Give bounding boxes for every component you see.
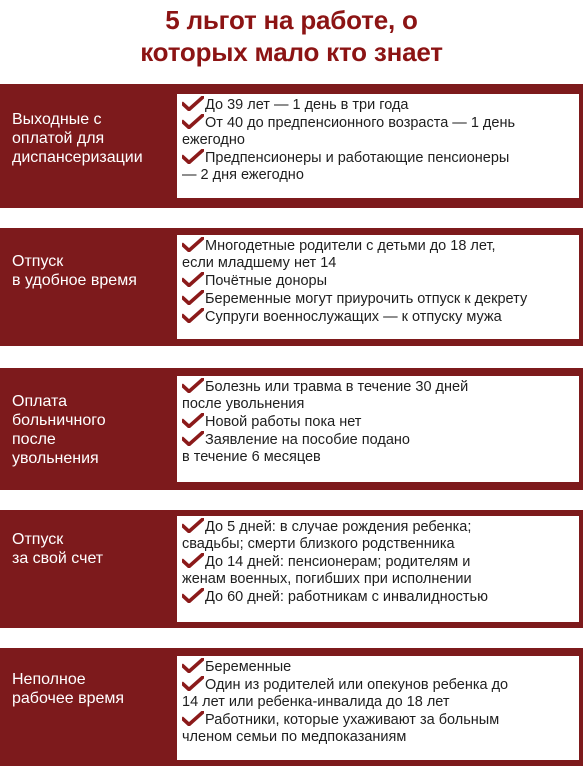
benefit-item — [182, 290, 573, 308]
benefit-text: Беременные могут приурочить отпуск к декрету — [205, 291, 528, 307]
section-label-line: Отпуск — [12, 531, 64, 548]
checkmark-icon — [182, 378, 204, 393]
benefit-text: после увольнения — [182, 396, 305, 412]
section-label-line: больничного — [12, 412, 106, 429]
section-band — [0, 648, 583, 766]
benefit-item-line — [182, 431, 573, 449]
section-band — [0, 84, 583, 208]
benefit-item-line — [182, 413, 573, 431]
benefit-item — [182, 237, 573, 272]
benefit-item — [182, 588, 573, 606]
benefit-item — [182, 518, 573, 553]
benefit-item-line — [182, 255, 573, 272]
benefit-text: женам военных, погибших при исполнении — [182, 571, 472, 587]
title-line-1: 5 льгот на работе, о — [165, 5, 418, 35]
benefit-text: Предпенсионеры и работающие пенсионеры — [205, 150, 510, 166]
section-band — [0, 510, 583, 628]
checkmark-icon — [182, 290, 204, 305]
section-label-line: увольнения — [12, 450, 99, 467]
section-label-line: оплатой для — [12, 130, 105, 147]
benefit-text: До 39 лет — 1 день в три года — [205, 97, 409, 113]
benefit-item-line — [182, 729, 573, 746]
section-items-box — [177, 235, 579, 339]
benefit-text: До 5 дней: в случае рождения ребенка; — [205, 519, 472, 535]
benefit-item-line — [182, 588, 573, 606]
checkmark-icon — [182, 676, 204, 691]
checkmark-icon — [182, 658, 204, 673]
section-label — [12, 392, 177, 468]
section-label — [12, 530, 177, 568]
title-line-2: которых мало кто знает — [140, 37, 443, 67]
section-label-line: Выходные с — [12, 111, 102, 128]
benefit-text: Болезнь или травма в течение 30 дней — [205, 379, 469, 395]
benefit-item — [182, 114, 573, 149]
section-label — [12, 110, 177, 167]
section-label — [12, 670, 177, 708]
benefit-text: Супруги военнослужащих — к отпуску мужа — [205, 309, 502, 325]
benefit-item-line — [182, 378, 573, 396]
benefit-text: свадьбы; смерти близкого родственника — [182, 536, 455, 552]
benefit-item-line — [182, 396, 573, 413]
checkmark-icon — [182, 431, 204, 446]
benefit-text: От 40 до предпенсионного возраста — 1 день — [205, 115, 516, 131]
benefit-text: Новой работы пока нет — [205, 414, 362, 430]
benefit-item-line — [182, 290, 573, 308]
benefit-item-line — [182, 132, 573, 149]
benefit-item — [182, 711, 573, 746]
benefit-text: в течение 6 месяцев — [182, 449, 321, 465]
benefit-item-line — [182, 553, 573, 571]
section-label-line: после — [12, 431, 56, 448]
benefit-item-line — [182, 694, 573, 711]
benefit-text: 14 лет или ребенка-инвалида до 18 лет — [182, 694, 450, 710]
benefit-item — [182, 149, 573, 184]
section-band — [0, 228, 583, 346]
section-label-line: за свой счет — [12, 550, 104, 567]
checkmark-icon — [182, 96, 204, 111]
benefit-text: Заявление на пособие подано — [205, 432, 410, 448]
section-label-line: Отпуск — [12, 253, 64, 270]
section-label — [12, 252, 177, 290]
benefit-item — [182, 272, 573, 290]
benefit-item — [182, 676, 573, 711]
section-label-line: рабочее время — [12, 690, 125, 707]
benefit-item-line — [182, 658, 573, 676]
benefit-item-line — [182, 571, 573, 588]
benefit-item-line — [182, 149, 573, 167]
benefit-text: Один из родителей или опекунов ребенка до — [205, 677, 509, 693]
benefit-item — [182, 413, 573, 431]
section-items-box — [177, 656, 579, 760]
benefit-item — [182, 96, 573, 114]
benefit-item — [182, 378, 573, 413]
benefit-item — [182, 431, 573, 466]
benefit-item-line — [182, 114, 573, 132]
benefit-item-line — [182, 518, 573, 536]
benefit-item-line — [182, 272, 573, 290]
benefit-item-line — [182, 167, 573, 184]
benefit-text: — 2 дня ежегодно — [182, 167, 304, 183]
checkmark-icon — [182, 588, 204, 603]
benefit-item — [182, 308, 573, 326]
benefit-item — [182, 658, 573, 676]
page-title — [0, 4, 583, 68]
checkmark-icon — [182, 518, 204, 533]
section-label-line: Неполное — [12, 671, 86, 688]
section-items-box — [177, 376, 579, 482]
benefit-text: Беременные — [205, 659, 292, 675]
benefit-item-line — [182, 96, 573, 114]
benefit-text: членом семьи по медпоказаниям — [182, 729, 407, 745]
section-label-line: диспансеризации — [12, 149, 143, 166]
benefit-text: Работники, которые ухаживают за больным — [205, 712, 500, 728]
checkmark-icon — [182, 272, 204, 287]
checkmark-icon — [182, 114, 204, 129]
benefit-text: До 14 дней: пенсионерам; родителям и — [205, 554, 471, 570]
benefit-text: Многодетные родители с детьми до 18 лет, — [205, 238, 496, 254]
checkmark-icon — [182, 711, 204, 726]
benefit-text: Почётные доноры — [205, 273, 328, 289]
benefit-text: если младшему нет 14 — [182, 255, 337, 271]
benefit-item-line — [182, 711, 573, 729]
benefit-text: До 60 дней: работникам с инвалидностью — [205, 589, 488, 605]
checkmark-icon — [182, 149, 204, 164]
benefit-item-line — [182, 237, 573, 255]
checkmark-icon — [182, 237, 204, 252]
checkmark-icon — [182, 308, 204, 323]
section-items-box — [177, 516, 579, 622]
section-label-line: в удобное время — [12, 272, 137, 289]
benefit-item-line — [182, 308, 573, 326]
benefit-text: ежегодно — [182, 132, 245, 148]
benefit-item-line — [182, 449, 573, 466]
checkmark-icon — [182, 553, 204, 568]
benefit-item-line — [182, 676, 573, 694]
checkmark-icon — [182, 413, 204, 428]
benefit-item-line — [182, 536, 573, 553]
section-label-line: Оплата — [12, 393, 68, 410]
section-items-box — [177, 94, 579, 198]
benefit-item — [182, 553, 573, 588]
section-band — [0, 368, 583, 490]
